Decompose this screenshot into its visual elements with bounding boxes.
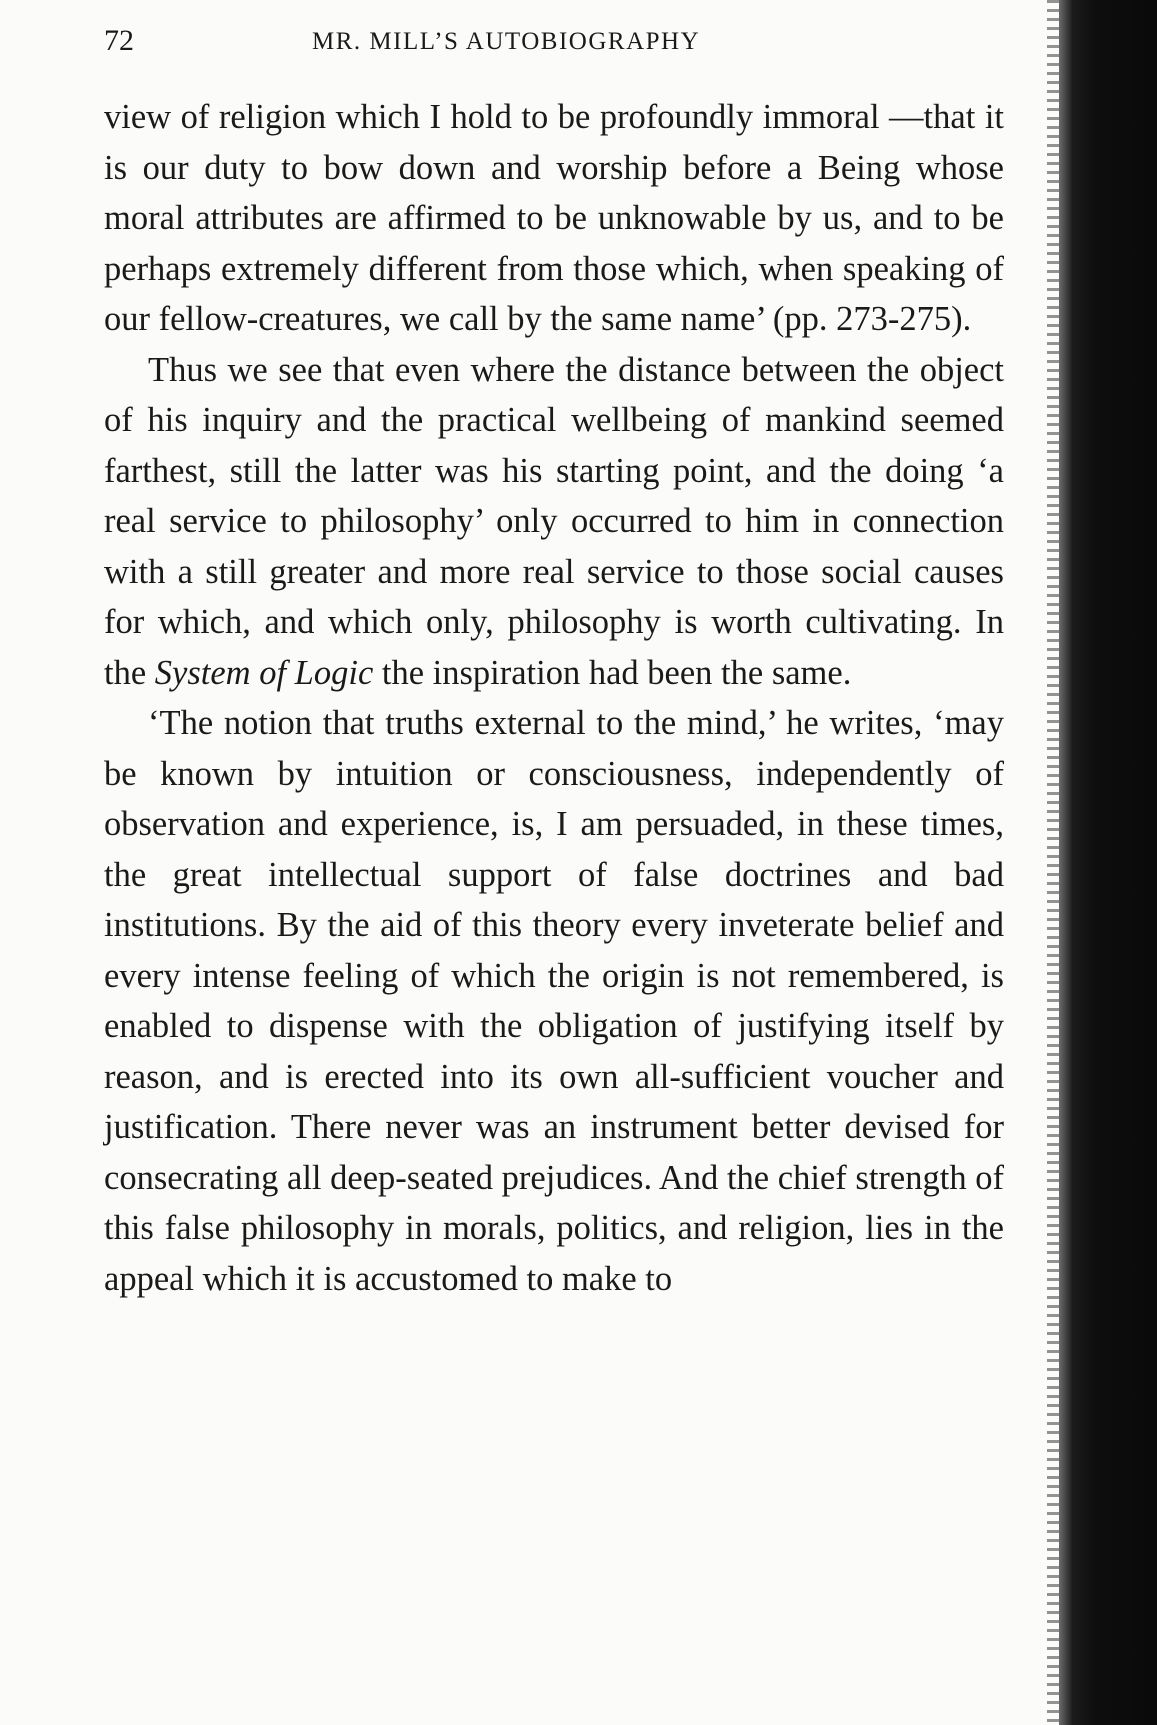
paragraph-2-text-after: the inspiration had been the same. [373, 653, 852, 692]
page-header [104, 18, 1004, 68]
paragraph-2-text-before: Thus we see that even where the distance between the object of his inquiry and the practical wellbeing of mankind seemed farthest, still the latter was his starting point, and the doing ‘a real service to philosophy’ only occurred to him in connection with a still greater and more real service to those social causes for which, and which only, philosophy is worth cultivating. In the [104, 350, 1004, 692]
page-number: 72 [104, 24, 134, 57]
body-text [104, 92, 1004, 1304]
book-spine [1059, 0, 1157, 1725]
paragraph-2 [104, 345, 1004, 699]
paragraph-3: ‘The notion that truths external to the mind,’ he writes, ‘may be known by intuition or consciousness, independently of observation and experience, is, I am persuaded, in these times, the great intellectual support of false doctrines and bad institutions. By the aid of this theory every inveterate belief and every intense feeling of which the origin is not remembered, is enabled to dispense with the obligation of justifying itself by reason, and is erected into its own all-sufficient voucher and justification. There never was an instrument better devised for consecrating all deep-seated prejudices. And the chief strength of this false philosophy in morals, politics, and religion, lies in the appeal which it is accustomed to make to [104, 704, 1004, 1298]
paragraph-1: view of religion which I hold to be profoundly immoral —that it is our duty to bow down and worship before a Being whose moral attributes are affirmed to be unknowable by us, and to be perhaps extremely different from those which, when speaking of our fellow-creatures, we call by the same name’ (pp. 273-275). [104, 98, 1004, 338]
running-title: MR. MILL’S AUTOBIOGRAPHY [312, 28, 701, 55]
book-title-italic: System of Logic [154, 653, 374, 692]
